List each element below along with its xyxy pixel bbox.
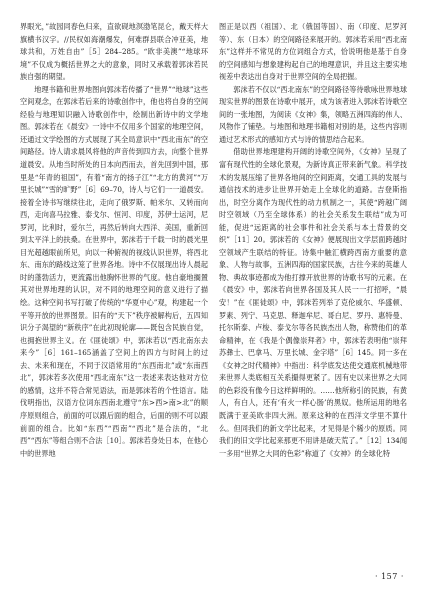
paragraph: 图正是以西（祖国）、北（俄国等国）、南（印度、尼罗河等）、东（日本）的空间路径来展开的。郭沫若采用“西北南东”这样并不常见的方位词组合方式，恰说明他是基于自身的空间感知与想象建构起自己的地理意识，并且这主要实地视差中表达出自身对于世界空间的全局把握。 [219, 22, 407, 82]
paragraph: 借助世界地理建构开阔的诗歌空间外，《女神》呈现了富有现代性的全球化景观，为新诗真正带来新气象。科学技术的发展压缩了世界各地间的空间距离，交通工具的发展与通信技术的进步让世界开始走上全球化的道路。吉登斯指出，时空分离作为现代性的动力机制之一，其使“跨越广阔时空领域（乃至全球体系）的社会关系发生联结”成为可能，促进“远距离的社会事件和社会关系与本土背景的交织”［11］20。郭沫若的《女神》便展现出文学层面跨越时空领域产生联结的特征。诗集中触汇横跨西南方重要的意象、人物与故事，五洲四海的国家民族，古往今来的英雄人物、典故事迹都成为他打撑开放世界的诗歌书写的元素。在《晨安》中，郭沫若向世界各国及其人民一一打招呼，“晨安！”在《匪徒颂》中，郭沫若列举了克伦威尔、华盛顿、罗素、列宁、马克思、释迦牟尼、哥白尼、罗丹、惠特曼、托尔斯泰、卢梭、泰戈尔等各民族杰出人物，称赞他们的革命精神，在《我是个偶像崇拜者》中，郭沫若表明他“崇拜苏彝士、巴拿马、万里长城、金字塔”［6］145。同一多在《女神之时代精神》中指出：科学底发达使交通底机械地带来世界人类底相互关系撮得更紧了。因有史以来世界之大同的色彩没有像今日这样鲜明的。……他所称引的民族，有黄人，有白人，还有‘有火一样心肠’的黑奴。他所运用的地名既满于亚美欧非四大洲。原来这种的在西洋文学里不算什么。但同我们的新文学比起来，才见得是个稀少的原质。同我们的旧文学比起来那更不用讲是破天荒了。”［12］134闻一多用“世界之大同的色彩”称道了《女神》的全球化特 [219, 147, 407, 458]
right-text-column [219, 21, 407, 460]
left-text-column [20, 21, 208, 460]
page-number: · 157 · [375, 572, 404, 581]
paragraph: 界眼光，”故园同春色归来，直欲砚地溟渤笔昆仑，戴天样大旗横书汉字。//民权如海潮爆发，何难群县联合冲亚美，地球共和，万姓自由”［5］284–285。“欧非美澳”“地球环境”不仅成为概括世界之大的意象，同时又承载着郭沫若民族自强的期望。 [20, 22, 208, 82]
paragraph: 地理书籍和世界地图向郭沫若传播了“世界”“地球”这些空间观念，在郭沫若后来的诗歌创作中，他也将自身的空间经验与地理知识融入诗歌创作中，绘制出新诗中的文学地图。郭沫若在《晨安》一诗中不仅用多个国家的地理空间，还通过文学绘图的方式展现了其全局意识中“西北南东”的空间路径。诗人请求晨风将他的声音传到四方去，向整个世界道晨安。从地当时所处的日本向西而去，首先回到中国，那里是“年青的祖国”，有着“南方的扬子江”“北方的黄河”“万里长城”“雪的旷野”［6］69–70，诗人与它们一一道晨安。接着全诗书写继续往北，走向了俄罗斯、帕米尔、又转而向西，走向喜马拉雅、泰戈尔、恒河、印度，苏伊士运河，尼罗河，比利时，爱尔兰，再然后转向大西洋、美国，重新回到太平洋上的扶桑。在世界中，郭沫若于千载一时的晨光里目光超越眼前所见，向以一种俯视的视线认识世界，将西北东、南东的路线这笼了世界各地。诗中不仅展现出诗人晨起时的蓬勃活力，更流露出他胸怀世界的气度。他自豪地搁置其对世界地理的认识，对不同的地理空间的意义进行了描绘。这种空间书写打破了传统的“华夏中心”观，构建起一个平等开放的世界图景。旧有的“天下”秩序被解构后，五四知识分子渴望的“新秩序”在此初现轮廓——既包含民族自觉，也拥抱世界主义。在《匪徒颂》中，郭沫若以“西北南东去来今”［6］161–165涵盖了空间上的四方与时间上的过去、未来和现在，不同于汉语常用的“东西南北”或“东南西北”，郭沫若多次使用“西北南东”这一表述来表达他对方位的感情，这并不符合常见语法，而是郭沫若的个性语言。陆伐明指出，汉语方位词东西南北遵守“东>西>南>北”的顺序原则组合，前面的可以跟后面的组合，后面的则不可以跟前面的组合。比如“东西”“西南”“西北”是合法的，“北西”“西东”等组合则不合法［10］。郭沫若身处日本，在他心中的世界地 [20, 84, 208, 458]
paragraph: 郭沫若不仅以“西北南东”的空间路径等待歌咏世界地球现实世界的图景在诗歌中展开，成为该者进入郭沫若诗歌空间的一张地图，为阅读《女神》集，领略五洲四海的伟人、风物作了铺垫。与地图和地理书籍相对别的是，这些内容则通过艺术形式的感知方式与诗的情思结合起来。 [219, 84, 407, 144]
